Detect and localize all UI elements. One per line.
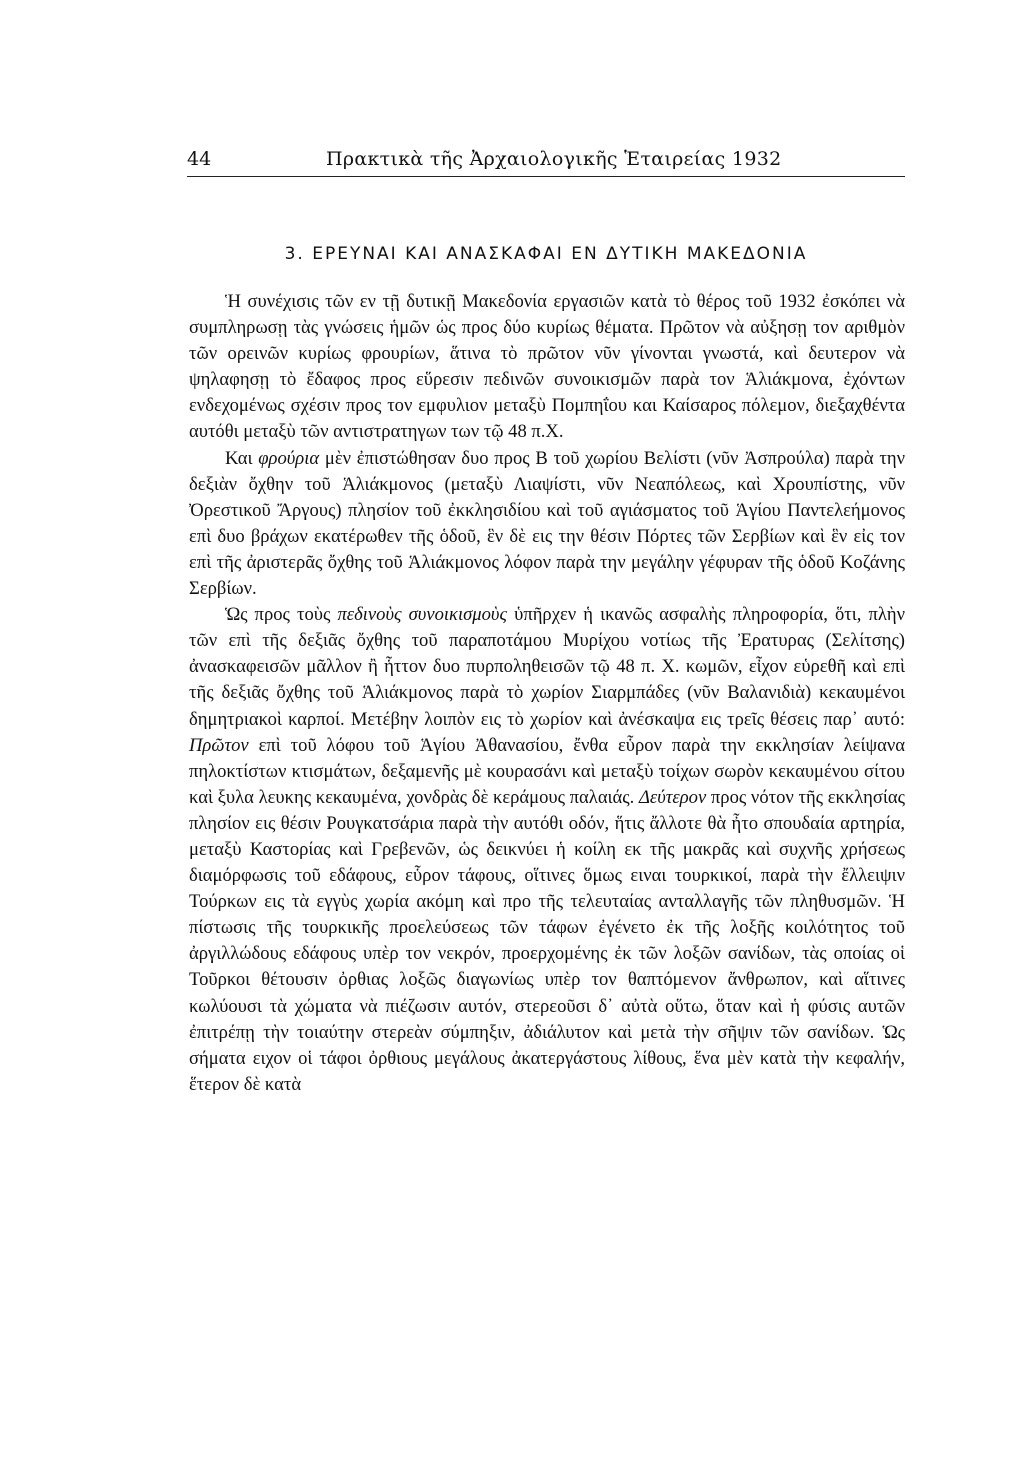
emphasis-fortresses: φρούρια (258, 447, 320, 469)
emphasis-second: Δεύτερον (639, 786, 707, 808)
running-header (187, 148, 905, 178)
running-title: Πρακτικὰ τῆς Ἀρχαιολογικῆς Ἑταιρείας 1932 (326, 148, 782, 170)
emphasis-first: Πρῶτον (189, 734, 249, 756)
emphasis-settlements: πεδινοὺς συνοικισμοὺς (337, 604, 508, 626)
page-number: 44 (187, 148, 212, 170)
paragraph-settlements (189, 602, 905, 1098)
paragraph-text: Ὡς προς τοὺς (225, 604, 338, 626)
paragraph-intro (189, 289, 905, 446)
header-rule (187, 176, 905, 177)
paragraph-text: Ἡ συνέχισις τῶν εν τῇ δυτικῇ Μακεδονία εργασιῶν κατὰ τὸ θέρος τοῦ 1932 ἐσκόπει νὰ συμπληρωσῃ τὰς γνώσεις ἡμῶν ὡς προς δύο κυρίως θέματα. Πρῶτον νὰ αὐξησῃ τον αριθμὸν τῶν ορεινῶν κυρίως φρουρίων, ἅτινα τὸ πρῶτον νῦν γίνονται γνωστά, καὶ δευτερον νὰ ψηλαφησῃ τὸ ἔδαφος προς εὕρεσιν πεδινῶν συνοικισμῶν παρὰ τον Ἁλιάκμονα, ἐχόντων ενδεχομένως σχέσιν προς τον εμφυλιον μεταξὺ Πομπηΐου και Καίσαρος πόλεμον, διεξαχθέντα αυτόθι μεταξὺ τῶν αντιστρατηγων των τῷ 48 π.Χ. (189, 291, 905, 443)
section-title: 3. ΕΡΕΥΝΑΙ ΚΑΙ ΑΝΑΣΚΑΦΑΙ ΕΝ ΔΥΤΙΚΗ ΜΑΚΕΔΟΝΙΑ (284, 244, 808, 264)
paragraph-text: ὑπῆρχεν ἡ ικανῶς ασφαλὴς πληροφορία, ὅτι, πλὴν τῶν επὶ τῆς δεξιᾶς ὄχθης τοῦ παραποτάμου Μυρίχου νοτίως τῆς Ἐρατυρας (Σελίτσης) ἀνασκαφεισῶν μᾶλλον ἢ ἧττον δυο πυρποληθεισῶν τῷ 48 π. Χ. κωμῶν, εἶχον εὑρεθῆ καὶ επὶ τῆς δεξιᾶς ὄχθης τοῦ Ἁλιάκμονος παρὰ τὸ χωρίον Σιαρμπάδες (νῦν Βαλανιδιὰ) κεκαυμένοι δημητριακοὶ καρποί. Μετέβην λοιπὸν εις τὸ χωρίον καὶ ἀνέσκαψα εις τρεῖς θέσεις παρ᾽ αυτό: (189, 604, 905, 730)
paragraph-text: επὶ τοῦ λόφου τοῦ Ἁγίου Ἀθανασίου, ἔνθα εὗρον παρὰ την εκκλησίαν λείψανα πηλοκτίστων κτισμάτων, δεξαμενῆς μὲ κουρασάνι καὶ μεταξὺ τοίχων σωρὸν κεκαυμένου σίτου καὶ ξυλα λευκης κεκαυμένα, χονδρὰς δὲ κεράμους παλαιάς. (189, 734, 905, 808)
paragraph-text: μὲν ἐπιστώθησαν δυο προς Β τοῦ χωρίου Βελίστι (νῦν Ἀσπρούλα) παρὰ την δεξιὰν ὄχθην τοῦ Ἁλιάκμονος (μεταξὺ Λιαψίστι, νῦν Νεαπόλεως, καὶ Χρουπίστης, νῦν Ὀρεστικοῦ Ἄργους) πλησίον τοῦ ἐκκλησιδίου καὶ τοῦ αγιάσματος τοῦ Ἁγίου Παντελεήμονος επὶ δυο βράχων εκατέρωθεν τῆς ὁδοῦ, ἓν δὲ εις την θέσιν Πόρτες τῶν Σερβίων καὶ ἓν εἰς τον επὶ τῆς ἀριστερᾶς ὄχθης τοῦ Ἁλιάκμονος λόφον παρὰ την μεγάλην γέφυραν τῆς ὁδοῦ Κοζάνης Σερβίων. (189, 447, 906, 600)
paragraph-text: Και (225, 447, 259, 469)
paragraph-text: προς νότον τῆς εκκλησίας πλησίον εις θέσιν Ρουγκατσάρια παρὰ τὴν αυτόθι οδόν, ἥτις ἄλλοτε θὰ ἦτο σπουδαία αρτηρία, μεταξὺ Καστορίας καὶ Γρεβενῶν, ὡς δεικνύει ἡ κοίλη εκ τῆς μακρᾶς καὶ συχνῆς χρήσεως διαμόρφωσις τοῦ εδάφους, εὗρον τάφους, οἵτινες ὅμως ειναι τουρκικοί, παρὰ τὴν ἔλλειψιν Τούρκων εις τὰ εγγὺς χωρία ακόμη καὶ προ τῆς τελευταίας ανταλλαγῆς τῶν πληθυσμῶν. Ἡ πίστωσις τῆς τουρκικῆς προελεύσεως τῶν τάφων ἐγένετο ἐκ τῆς λοξῆς κοιλότητος τοῦ ἀργιλλώδους εδάφους υπὲρ τον νεκρόν, προερχομένης ἐκ τῶν λοξῶν σανίδων, τὰς οποίας οἱ Τοῦρκοι θέτουσιν ὀρθιας λοξῶς διαγωνίως υπὲρ τον θαπτόμενον ἄνθρωπον, καὶ αἵτινες κωλύουσι τὰ χώματα νὰ πιέζωσιν αυτόν, στερεοῦσι δ᾽ αὐτὰ οὕτω, ὅταν καὶ ἡ φύσις αυτῶν ἐπιτρέπῃ τὴν τοιαύτην στερεὰν σύμπηξιν, ἀδιάλυτον καὶ μετὰ τὴν σῆψιν τῶν σανίδων. Ὡς σήματα ειχον οἱ τάφοι ὀρθιους μεγάλους ἀκατεργάστους λίθους, ἕνα μὲν κατὰ τὴν κεφαλήν, ἕτερον δὲ κατὰ (189, 786, 905, 1095)
paragraph-fortresses (189, 446, 905, 603)
body-text (189, 289, 905, 1098)
